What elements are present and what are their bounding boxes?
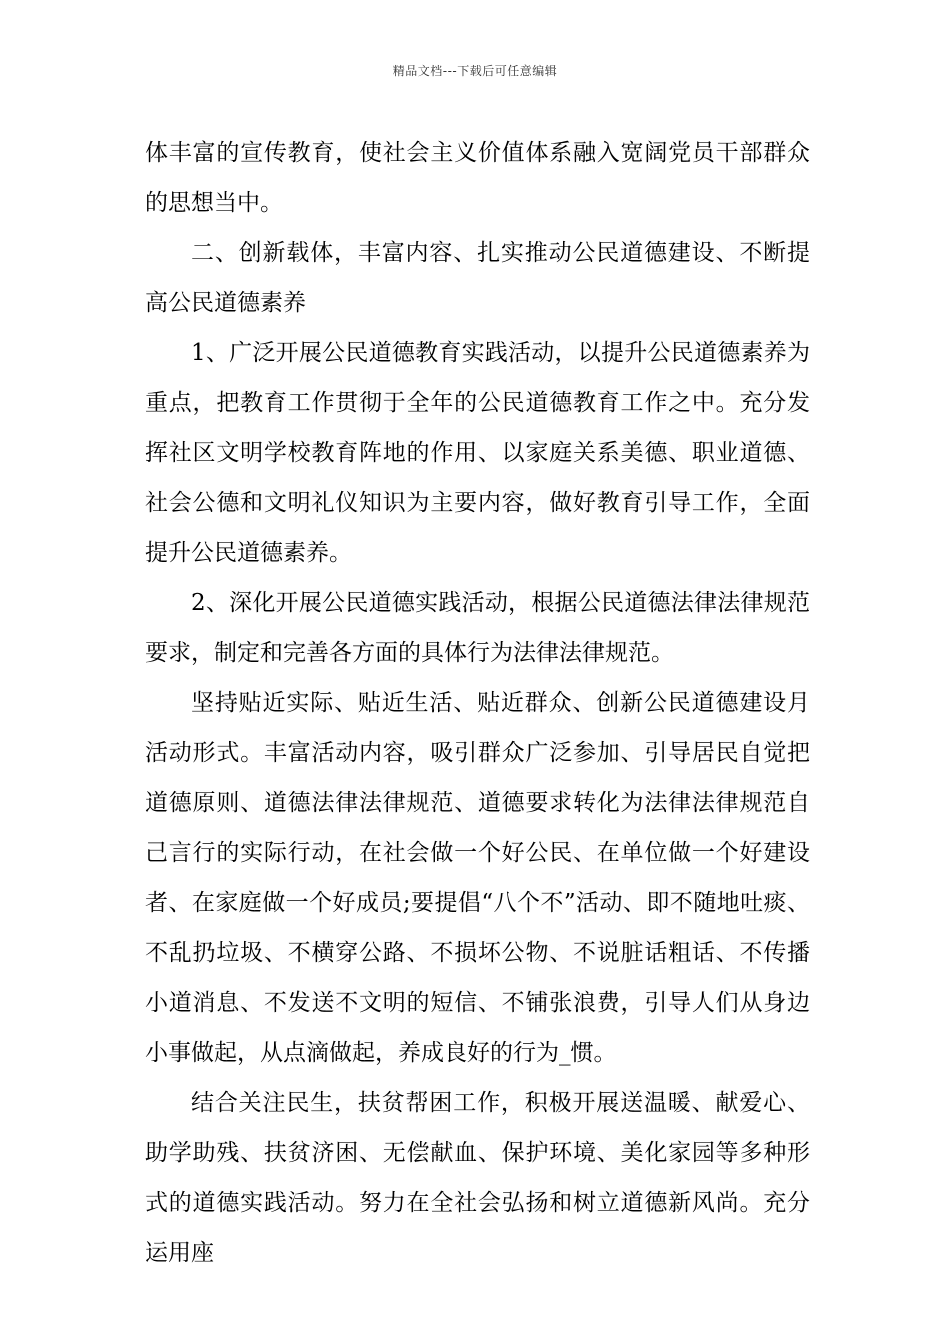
section-heading: 二、创新载体，丰富内容、扎实推动公民道德建设、不断提高公民道德素养 [145, 240, 810, 316]
paragraph-item-2: 2、深化开展公民道德实践活动，根据公民道德法律法律规范要求，制定和完善各方面的具体行为法律法律规范。 [145, 590, 810, 666]
paragraph-continuation: 体丰富的宣传教育，使社会主义价值体系融入宽阔党员干部群众的思想当中。 [145, 140, 810, 216]
paragraph-livelihood: 结合关注民生，扶贫帮困工作，积极开展送温暖、献爱心、助学助残、扶贫济困、无偿献血、保护环境、美化家园等多种形式的道德实践活动。努力在全社会弘扬和树立道德新风尚。充分运用座 [145, 1090, 810, 1266]
paragraph-item-1: 1、广泛开展公民道德教育实践活动，以提升公民道德素养为重点，把教育工作贯彻于全年的公民道德教育工作之中。充分发挥社区文明学校教育阵地的作用、以家庭关系美德、职业道德、社会公德和文明礼仪知识为主要内容，做好教育引导工作，全面提升公民道德素养。 [145, 340, 810, 566]
paragraph-practice: 坚持贴近实际、贴近生活、贴近群众、创新公民道德建设月活动形式。丰富活动内容，吸引群众广泛参加、引导居民自觉把道德原则、道德法律法律规范、道德要求转化为法律法律规范自己言行的实际行动，在社会做一个好公民、在单位做一个好建设者、在家庭做一个好成员;要提倡“八个不”活动、即不随地吐痰、不乱扔垃圾、不横穿公路、不损坏公物、不说脏话粗话、不传播小道消息、不发送不文明的短信、不铺张浪费，引导人们从身边小事做起，从点滴做起，养成良好的行为_惯。 [145, 690, 810, 1066]
page-header: 精品文档---下载后可任意编辑 [392, 64, 558, 78]
document-body [145, 128, 810, 1278]
